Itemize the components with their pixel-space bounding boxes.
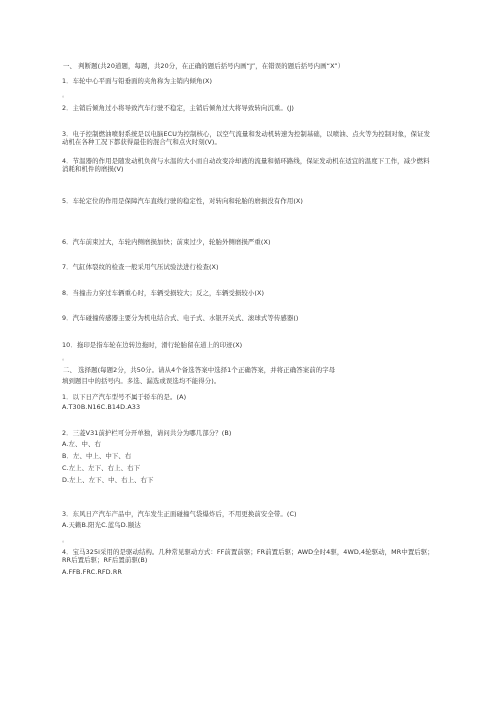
choice-options-4: A.FFB.FRC.RFD.RR <box>62 568 122 576</box>
section2-heading: 二、 选择题(每题2分，共50分。请从4个备选答案中选择1个正确答案，并将正确答案前的字母 <box>63 366 336 374</box>
question-6: 6．汽车前束过大，车轮内侧磨损加快；前束过少，轮胎外侧磨损严重(X) <box>62 238 271 246</box>
question-4: 4．节温器的作用是随发动机负荷与水温的大小而自动改变冷却液的流量和循环路线，保证发动机在适宜的温度下工作，减少燃料消耗和机件的磨损(V) <box>62 157 430 173</box>
choice-options-1: A.T30B.N16C.B14D.A33 <box>62 403 141 411</box>
question-1: 1．车轮中心平面与铅垂面的夹角称为主销内倾角(X) <box>62 77 213 85</box>
choice-option-2b: B．左、中上、中下、右 <box>62 452 132 460</box>
choice-question-3: 3．东风日产汽车产品中，汽车发生正面碰撞气袋爆炸后，不用更换前安全带。(C) <box>62 510 297 518</box>
choice-question-4: 4．宝马325i采用的是驱动结构。几种常见驱动方式：FF前置前驱；FR前置后驱；AWD全时4驱，4WD,4轮驱动，MR中置后驱；RR后置后驱；RF后置前驱(B) <box>62 548 434 564</box>
question-9: 9．汽车碰撞传感器主要分为机电结合式、电子式、水银开关式、滚球式等传感器() <box>62 314 299 322</box>
question-8: 8．当撞击力穿过车辆重心时，车辆受损较大；反之，车辆受损较小(X) <box>62 289 265 297</box>
choice-question-1: 1．以下日产汽车型号不属于轿车的是。(A) <box>62 393 187 401</box>
question-2: 2．主销后倾角过小将导致汽车行驶不稳定，主销后倾角过大将导致转向沉重。(J) <box>62 104 295 112</box>
bullet-dot: 。 <box>62 92 69 99</box>
question-7: 7．气缸体裂纹的检查一般采用气压试验法进行检查(X) <box>62 263 219 271</box>
section2-heading-cont: 填到题目中的括号内。多选、漏选或误选均不能得分)。 <box>62 377 221 385</box>
choice-question-2: 2．三菱V31前护栏可分开单独，请问共分为哪几部分？(B) <box>62 429 232 437</box>
choice-options-3: A.天籁B.阳光C.蓝鸟D.颐达 <box>62 521 141 529</box>
choice-option-2a: A.左、中、右 <box>62 440 101 448</box>
choice-option-2d: D.左上、左下、中、右上、右下 <box>62 476 154 484</box>
choice-option-2c: C.左上、左下、右上、右下 <box>62 464 141 472</box>
question-3: 3．电子控制燃油喷射系统是以电脑ECU为控制核心，以空气流量和发动机转速为控制基础，以喷油、点火等为控制对象，保证发动机在各种工况下都获得最佳的混合气和点火时刻(V)。 <box>62 130 431 146</box>
bullet-dot: 。 <box>62 355 69 362</box>
question-10: 10．拖印是指车轮在边转边拖时，滑行轮胎留在道上的印迹(X) <box>62 341 243 349</box>
question-5: 5．车轮定位的作用是保障汽车直线行驶的稳定性，对转向和轮胎的磨损没有作用(X) <box>62 197 304 205</box>
section1-heading: 一、 判断题(共20道题，每题，共20分，在正确的题后括号内画“J”，在错误的题后括号内画“X”） <box>63 62 345 70</box>
bullet-dot: 。 <box>62 537 69 544</box>
